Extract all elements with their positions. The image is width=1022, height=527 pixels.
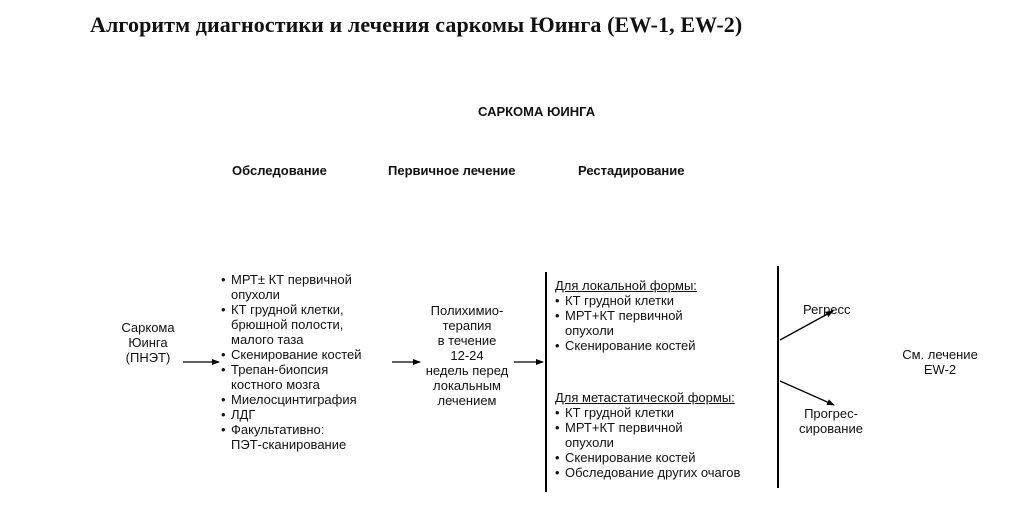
stage-examination-header: Обследование: [232, 163, 327, 178]
list-item: • КТ грудной клетки: [555, 293, 775, 308]
local-form-header: Для локальной формы:: [555, 278, 697, 293]
list-item: • Трепан-биопсия костного мозга: [221, 362, 391, 392]
outcome-regress: Регресс: [803, 302, 851, 317]
see-treatment-ew2: См. лечение EW-2: [902, 347, 978, 377]
stage-primary-treatment-header: Первичное лечение: [388, 163, 516, 178]
diagram-title: САРКОМА ЮИНГА: [478, 104, 596, 119]
stage-restaging-header: Рестадирование: [578, 163, 685, 178]
page-title: Алгоритм диагностики и лечения саркомы Юинга (EW-1, EW-2): [90, 12, 743, 37]
outcome-progression: Прогрес- сирование: [799, 406, 863, 436]
list-item: • Миелосцинтиграфия: [221, 392, 391, 407]
list-item: • ЛДГ: [221, 407, 391, 422]
start-node-line: Юинга: [128, 335, 168, 350]
list-item: • КТ грудной клетки: [555, 405, 777, 420]
start-node-line: Саркома: [121, 320, 175, 335]
list-item: • Скенирование костей: [221, 347, 391, 362]
primary-treatment-node: Полихимио- терапия в течение 12-24 недель перед локальным лечением: [425, 303, 509, 408]
start-node-line: (ПНЭТ): [125, 350, 171, 365]
list-item: • Скенирование костей: [555, 338, 775, 353]
list-item: • МРТ± КТ первичной опухоли: [221, 272, 391, 302]
list-item: • МРТ+КТ первичной опухоли: [555, 308, 775, 338]
arrow-to-progression: [780, 381, 834, 405]
arrow-to-regress: [780, 311, 833, 340]
list-item: • КТ грудной клетки, брюшной полости, малого таза: [221, 302, 391, 347]
metastatic-form-header: Для метастатической формы:: [555, 390, 735, 405]
list-item: • МРТ+КТ первичной опухоли: [555, 420, 777, 450]
list-item: • Обследование других очагов: [555, 465, 777, 480]
list-item: • Факультативно: ПЭТ-сканирование: [221, 422, 391, 452]
list-item: • Скенирование костей: [555, 450, 777, 465]
